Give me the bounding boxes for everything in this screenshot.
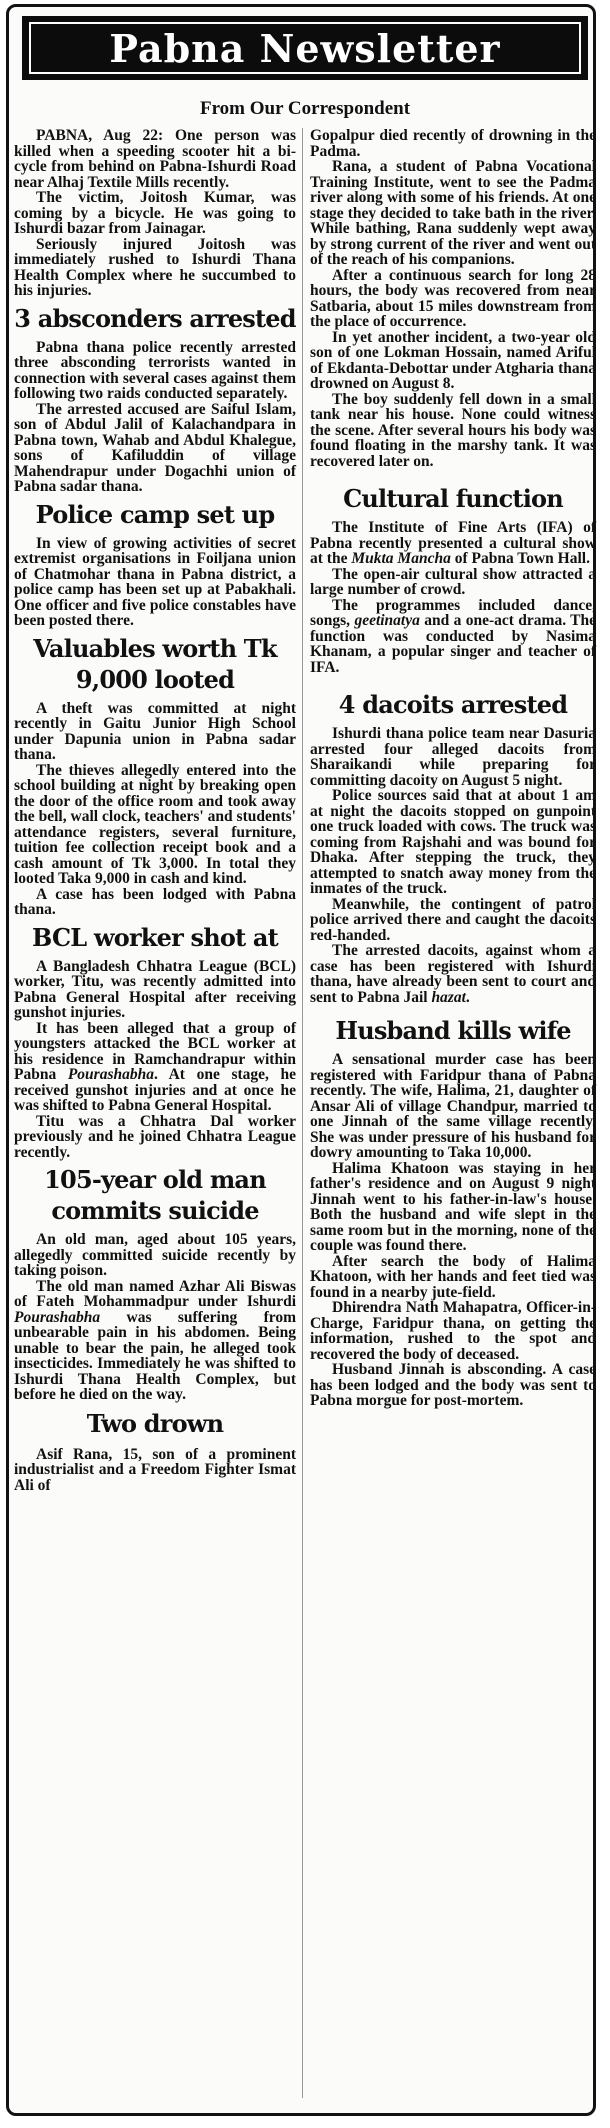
headline-bcl-worker: BCL worker shot at [32, 922, 278, 952]
text-run: The Institute of Fine Arts (IFA) of Pabna recently presented a cultural show at the [310, 519, 596, 567]
article-paragraph: The open-air cultural show attracted a large number of crowd. [310, 565, 596, 598]
text-run: . [465, 988, 470, 1006]
article-paragraph [310, 598, 596, 676]
article-paragraph: Meanwhile, the contingent of patrol police arrived there and caught the dacoits red-handed. [310, 895, 596, 944]
right-column [310, 128, 596, 1409]
masthead-title: Pabna Newsletter [109, 25, 501, 71]
text-run: The arrested dacoits, against whom a case has been registered with Ishurdi thana, have already been sent to court and sent to Pabna Jail [310, 942, 596, 1006]
italic-term: Pourashabha [14, 1308, 101, 1326]
text-run: . At one stage, he received gunshot injuries and at once he was shifted to Pabna General Hospital. [14, 1066, 296, 1114]
article-paragraph: Asif Rana, 15, son of a prominent industrialist and a Freedom Fighter Ismat Ali of [14, 1445, 296, 1494]
article-paragraph [14, 1021, 296, 1114]
article-paragraph: A case has been lodged with Pabna thana. [14, 885, 296, 918]
article-paragraph: A theft was committed at night recently in Gaitu Junior High School under Dapunia union in Pabna sadar thana. [14, 699, 296, 763]
article-paragraph: Police sources said that at about 1 am at night the dacoits stopped on gunpoint one truck loaded with cows. The truck was coming from Rajshahi and was bound for Dhaka. After stepping the truck, they attempted to snatch away money from the inmates of the truck. [310, 787, 596, 897]
italic-term: Pourashabha [67, 1066, 154, 1083]
masthead [22, 16, 588, 80]
article-paragraph: Pabna thana police recently arrested three absconding terrorists wanted in connection with several cases against them following two raids conducted separately. [14, 338, 296, 402]
article-paragraph [14, 1279, 296, 1403]
headline-police-camp: Police camp set up [35, 499, 275, 529]
left-column [14, 128, 296, 1493]
headline-valuables: Valuables worth Tk 9,000 looted [33, 633, 277, 694]
italic-term: Mukta Mancha [351, 550, 451, 567]
article-paragraph: Rana, a student of Pabna Vocational Training Institute, went to see the Padma river along with some of his friends. At one stage they decided to take bath in the river. While bathing, Rana suddenly wept away by strong current of the river and went out of the reach of his companions. [310, 158, 596, 268]
headline-cultural: Cultural function [343, 484, 563, 513]
article-paragraph: The thieves allegedly entered into the school building at night by breaking open the door of the office room and took away the bell, wall clock, teachers' and students' attendance registers, several furniture, tuition fee collection receipt book and a cash amount of Tk 3,000. In total they looted Taka 9,000 in cash and kind. [14, 761, 296, 887]
text-run: The programmes included dance, songs, [310, 596, 596, 629]
article-paragraph: Halima Khatoon was staying in her father's residence and on August 9 night Jinnah went to his father-in-law's house. Both the husband and wife slept in the same room but in the morning, none of the couple was found there. [310, 1159, 596, 1254]
article-paragraph: In view of growing activities of secret extremist organisations in Foiljana union of Chatmohar thana in Pabna district, a police camp has been set up at Pabakhali. One officer and five police constables have been posted there. [14, 534, 296, 629]
article-paragraph: An old man, aged about 105 years, allegedly committed suicide recently by taking poison. [14, 1231, 296, 1279]
text-run: It has been alleged that a group of youngsters attacked the BCL worker at his residence in Ramchandrapur within Pabna [14, 1019, 296, 1083]
article-paragraph: After a continuous search for long 28 hours, the body was recovered from near Satbaria, about 15 miles downstream from the place of occurrence. [310, 266, 596, 330]
article-paragraph [310, 520, 596, 567]
article-paragraph: A sensational murder case has been registered with Faridpur thana of Pabna recently. The wife, Halima, 21, daughter of Ansar Ali of village Chandpur, married to one Jinnah of the same village recently. She was under pressure of his husband for dowry amounting to Taka 10,000. [310, 1051, 596, 1161]
headline-husband: Husband kills wife [335, 1016, 571, 1045]
article-paragraph: Titu was a Chhatra Dal worker previously and he joined Chhatra League recently. [14, 1112, 296, 1161]
column-rule [302, 128, 303, 2098]
masthead-frame [29, 22, 581, 74]
lead-paragraph: Seriously injured Joitosh was immediately rushed to Ishurdi Thana Health Complex where he succumbed to his injuries. [14, 235, 296, 299]
text-run: and a one-act drama. The function was conducted by Nasima Khanam, a popular singer and teacher of IFA. [310, 612, 596, 676]
article-paragraph: In yet another incident, a two-year old son of one Lokman Hossain, named Ariful of Ekdanta-Debottar under Atgharia thana drowned on August 8. [310, 328, 596, 392]
headline-dacoits: 4 dacoits arrested [338, 690, 568, 719]
article-paragraph: A Bangladesh Chhatra League (BCL) worker, Titu, was recently admitted into Pabna General Hospital after receiving gunshot injuries. [14, 957, 296, 1021]
article-paragraph: Gopalpur died recently of drowning in the Padma. [310, 127, 596, 160]
italic-term: hazat [431, 988, 466, 1006]
headline-suicide: 105-year old man commits suicide [44, 1165, 266, 1225]
headline-absconders: 3 absconders arrested [14, 303, 296, 333]
lead-paragraph: PABNA, Aug 22: One person was killed when a speeding scooter hit a bi-cycle from behind on Pabna-Ishurdi Road near Alhaj Textile Mills recently. [14, 127, 296, 191]
text-run: was suffering from unbearable pain in his abdomen. Being unable to bear the pain, he alleged took insecticides. Immediately he was shifted to Ishurdi Thana Health Complex, but before he died on the way. [14, 1308, 296, 1403]
article-paragraph [310, 943, 596, 1005]
article-paragraph: After search the body of Halima Khatoon, with her hands and feet tied was found in a nearby jute-field. [310, 1252, 596, 1301]
lead-paragraph: The victim, Joitosh Kumar, was coming by a bicycle. He was going to Ishurdi bazar from Jainagar. [14, 189, 296, 237]
headline-two-drown: Two drown [86, 1408, 224, 1438]
article-paragraph: Husband Jinnah is absconding. A case has been lodged and the body was sent to Pabna morgue for post-mortem. [310, 1361, 596, 1409]
article-paragraph: Ishurdi thana police team near Dasuria arrested four alleged dacoits from Sharaikandi while preparing for committing dacoity on August 5 night. [310, 725, 596, 789]
italic-term: geetinatya [354, 612, 420, 629]
byline: From Our Correspondent [199, 98, 411, 119]
text-run: The old man named Azhar Ali Biswas of Fateh Mohammadpur under Ishurdi [14, 1277, 296, 1310]
article-paragraph: Dhirendra Nath Mahapatra, Officer-in-Charge, Faridpur thana, on getting the information, rushed to the spot and recovered the body of deceased. [310, 1299, 596, 1363]
article-paragraph: The arrested accused are Saiful Islam, son of Abdul Jalil of Kalachandpara in Pabna town, Wahab and Abdul Khalegue, sons of Kafiluddin of village Mahendrapur under Dogachhi union of Pabna sadar thana. [14, 400, 296, 495]
text-run: of Pabna Town Hall. [450, 550, 590, 567]
article-paragraph: The boy suddenly fell down in a small tank near his house. None could witness the scene. After several hours his body was found floating in the marshy tank. It was recovered later on. [310, 390, 596, 470]
